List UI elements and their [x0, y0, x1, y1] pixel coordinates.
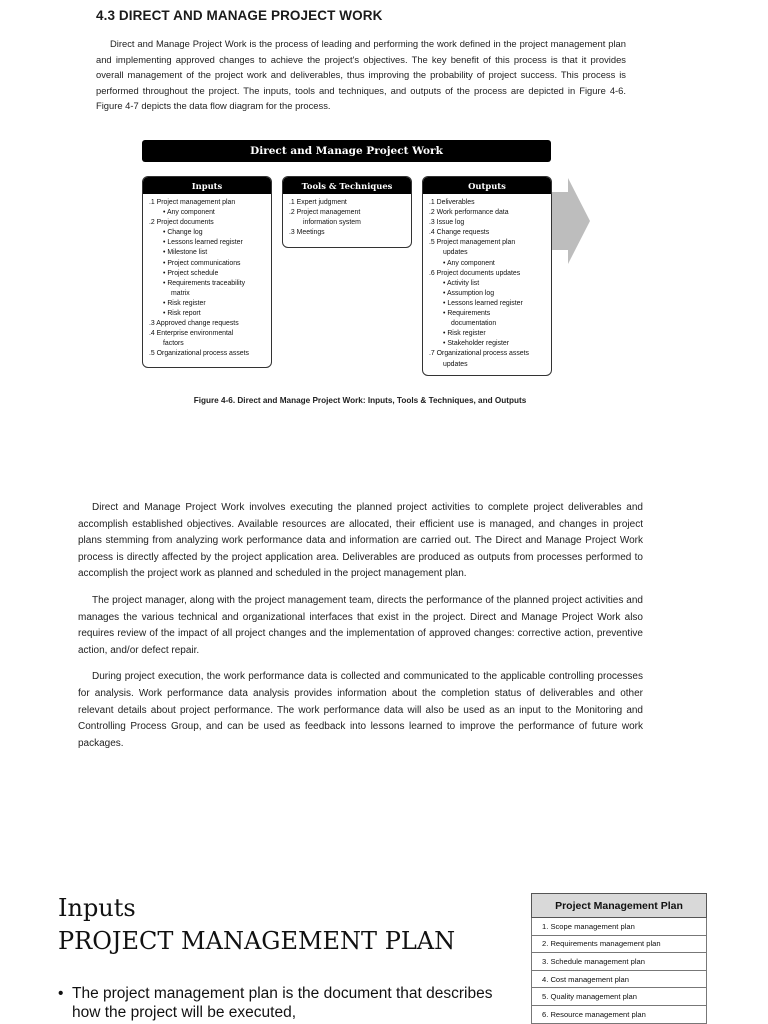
list-item: .1 Expert judgment: [289, 199, 347, 206]
list-item: • Lessons learned register: [443, 299, 523, 307]
figure-title: Direct and Manage Project Work: [142, 140, 551, 162]
list-item: • Project communications: [163, 259, 241, 267]
list-item: • Stakeholder register: [443, 340, 509, 348]
list-item: updates: [443, 360, 468, 368]
list-item: • Milestone list: [163, 249, 208, 257]
slide-bullet: [58, 984, 518, 1022]
table-row: 6. Resource management plan: [532, 1005, 707, 1023]
list-item: information system: [303, 219, 361, 227]
section-heading: 4.3 DIRECT AND MANAGE PROJECT WORK: [96, 8, 383, 23]
slide-title-line1: Inputs: [58, 894, 136, 922]
list-item: • Any component: [443, 259, 495, 267]
list-item: .1 Deliverables: [429, 199, 475, 206]
outputs-box: [422, 176, 552, 376]
list-item: factors: [163, 340, 184, 348]
inputs-box: [142, 176, 272, 368]
inputs-header: Inputs: [143, 177, 271, 194]
slide-title-line2: PROJECT MANAGEMENT PLAN: [58, 927, 456, 955]
intro-paragraph-text: Direct and Manage Project Work is the process of leading and performing the work defined in the project management plan and implementing approved changes to achieve the project's objectives. The key benefit of this process is that it provides overall management of the project work and deliverables, thus improving the probability of project success. This process is performed throughout the project. The inputs, tools and techniques, and outputs of the process are depicted in Figure 4-6. Figure 4-7 depicts the data flow diagram for the process.: [96, 38, 626, 111]
list-item: • Requirements: [443, 310, 491, 318]
list-item: .3 Meetings: [289, 229, 325, 237]
list-item: .4 Enterprise environmental: [149, 330, 234, 338]
list-item: • Risk register: [443, 330, 486, 338]
list-item: • Assumption log: [443, 289, 495, 297]
slide-title: [58, 892, 455, 958]
list-item: updates: [443, 249, 468, 257]
list-item: • Any component: [163, 209, 215, 217]
pmp-table: [531, 893, 707, 1024]
table-row: 2. Requirements management plan: [532, 935, 707, 953]
list-item: matrix: [171, 289, 190, 297]
list-item: .2 Project documents: [149, 219, 214, 227]
body-paragraph: Direct and Manage Project Work involves executing the planned project activities to complete project deliverables and accomplish established objectives. Available resources are allocated, their efficient use is managed, and changes in project plans stemming from analyzing work performance data and information are carried out. The Direct and Manage Project Work process is directly affected by the project application area. Deliverables are produced as outputs from processes performed to accomplish the project work as planned and scheduled in the project management plan.: [78, 502, 643, 580]
outputs-list: [423, 194, 551, 374]
table-row: 4. Cost management plan: [532, 970, 707, 988]
list-item: • Change log: [163, 229, 203, 237]
list-item: documentation: [451, 320, 497, 328]
body-paragraph: The project manager, along with the project management team, directs the performance of the planned project activities and manages the various technical and organizational interfaces that exist in the project. Direct and Manage Project Work also requires review of the impact of all project changes and the implementation of approved changes: corrective action, preventive action, and/or defect repair.: [78, 594, 643, 656]
list-item: .7 Organizational process assets: [429, 350, 529, 358]
list-item: • Lessons learned register: [163, 239, 243, 247]
flow-arrow-icon: [552, 178, 590, 264]
list-item: • Risk report: [163, 310, 201, 318]
list-item: .2 Project management: [289, 209, 361, 217]
list-item: • Requirements traceability: [163, 279, 246, 287]
outputs-header: Outputs: [423, 177, 551, 194]
table-row: 1. Scope management plan: [532, 918, 707, 936]
list-item: .3 Approved change requests: [149, 320, 239, 328]
tools-list: [283, 194, 411, 242]
body-paragraphs: [78, 500, 643, 762]
slide-bullet-text: The project management plan is the document that describes how the project will be executed,: [72, 985, 493, 1021]
inputs-list: [143, 194, 271, 364]
list-item: .4 Change requests: [429, 229, 490, 237]
bullet-dot-icon: •: [58, 985, 64, 1002]
tools-header: Tools & Techniques: [283, 177, 411, 194]
table-row: 3. Schedule management plan: [532, 953, 707, 971]
pmp-table-header: Project Management Plan: [532, 894, 707, 918]
list-item: .6 Project documents updates: [429, 269, 521, 277]
list-item: .1 Project management plan: [149, 199, 236, 206]
list-item: .5 Organizational process assets: [149, 350, 249, 358]
body-paragraph: During project execution, the work performance data is collected and communicated to the applicable controlling processes for analysis. Work performance data analysis provides information about the completion status of deliverables and other relevant details about project performance. The work performance data will also be used as an input to the Monitoring and Controlling Process Group, and can be used as feedback into lessons learned to improve the performance of future work packages.: [78, 671, 643, 749]
intro-paragraph: [96, 36, 626, 114]
figure-caption: Figure 4-6. Direct and Manage Project Work: Inputs, Tools & Techniques, and Outputs: [193, 396, 527, 405]
list-item: • Risk register: [163, 299, 206, 307]
table-row: 5. Quality management plan: [532, 988, 707, 1006]
tools-box: [282, 176, 412, 248]
list-item: .2 Work performance data: [429, 209, 509, 217]
list-item: .3 Issue log: [429, 219, 465, 227]
list-item: • Project schedule: [163, 269, 219, 277]
list-item: • Activity list: [443, 279, 480, 287]
list-item: .5 Project management plan: [429, 239, 516, 247]
